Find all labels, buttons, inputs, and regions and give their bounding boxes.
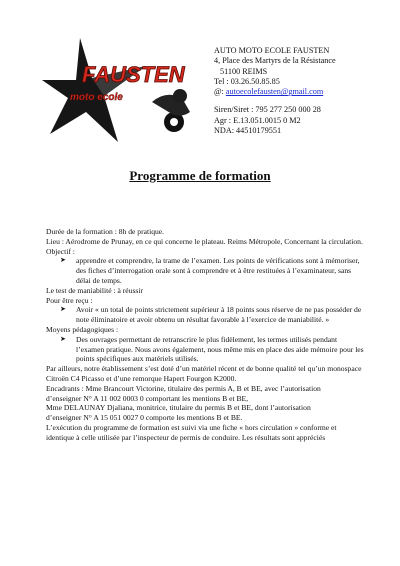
company-email-line [214,87,336,97]
instructors-line-1: Encadrants : Mme Brancourt Victorine, titulaire des permis A, B et BE, avec l’autorisation [46,383,321,393]
logo-word-fausten: FAUSTEN [82,62,185,87]
arrow-bullet-icon: ➤ [60,305,66,314]
follow-up-text: L’exécution du programme de formation est suivi via une fiche « hors circulation » conforme et identique à celle utilisée par l’inspecteur de permis de conduire. Les résultats sont appréciés [46,422,337,442]
pass-heading: Pour être reçu : [46,295,93,305]
company-siret: Siren/Siret : 795 277 250 000 28 [214,105,321,115]
fausten-logo-graphic [42,38,212,148]
page-title: Programme de formation [129,168,271,183]
pass-bullet-text: Avoir « un total de points strictement supérieur à 18 points sous réserve de ne pas posséder de note éliminatoire et avoir obtenu un résultat favorable à l’exercice de maniabilité. » [76,305,362,325]
instructors-line-3: Mme DELAUNAY Djaliana, monitrice, titulaire du permis B et BE, dont l’autorisation [46,403,311,413]
fausten-logo [42,38,212,148]
document-body [46,227,366,443]
company-phone: Tel : 03.26.50.85.85 [214,76,280,86]
means-heading: Moyens pédagogiques : [46,324,119,334]
logo-word-moto-ecole: moto ecole [70,92,123,103]
means-bullet [46,335,366,364]
email-link[interactable]: autoecolefausten@gmail.com [225,87,324,97]
company-name: AUTO MOTO ECOLE FAUSTEN [214,46,330,55]
company-city: 51100 REIMS [220,66,268,76]
duration-line: Durée de la formation : 8h de pratique. [46,227,165,236]
company-info [214,46,336,136]
pass-bullet [46,305,366,325]
objective-heading: Objectif : [46,246,75,256]
email-prefix: @: [214,87,224,97]
arrow-bullet-icon: ➤ [60,334,66,343]
vehicle-text: Par ailleurs, notre établissement s’est doté d’un matériel récent et de bonne qualité tel qu’un monospace Citroën C4 Picasso et d’une remorque Hapert Fourgon K2000. [46,364,362,383]
company-agr: Agr : E.13.051.0015 0 M2 [214,115,301,125]
company-address: 4, Place des Martyrs de la Résistance [214,56,336,66]
arrow-bullet-icon: ➤ [60,256,66,265]
instructors-line-2: d’enseigner N° A 11 002 0003 0 comportant les mentions B et BE, [46,393,249,403]
objective-bullet [46,256,366,285]
instructors-line-4: d’enseigner N° A 15 051 0027 0 comporte les mentions B et BE. [46,413,243,423]
test-line: Le test de maniabilité : à réussir [46,285,143,295]
location-text: Lieu : Aérodrome de Prunay, en ce qui concerne le plateau. Reims Métropole, Concernant la circulation. [46,236,363,246]
company-nda: NDA: 44510179551 [214,126,282,136]
means-bullet-text: Des ouvrages permettant de retranscrire le plus fidèlement, les termes utilisés pendant l’examen pratique. Nous avons également, nous même mis en place des aide mémoire pour les points spécifiques aux matériels utilisés. [76,334,364,364]
objective-bullet-text: apprendre et comprendre, la trame de l’examen. Les points de vérifications sont à mémoriser, des fiches d’interrogation orale sont à comprendre et à être restituées à l’examinateur, sans délai de temps. [76,256,360,285]
